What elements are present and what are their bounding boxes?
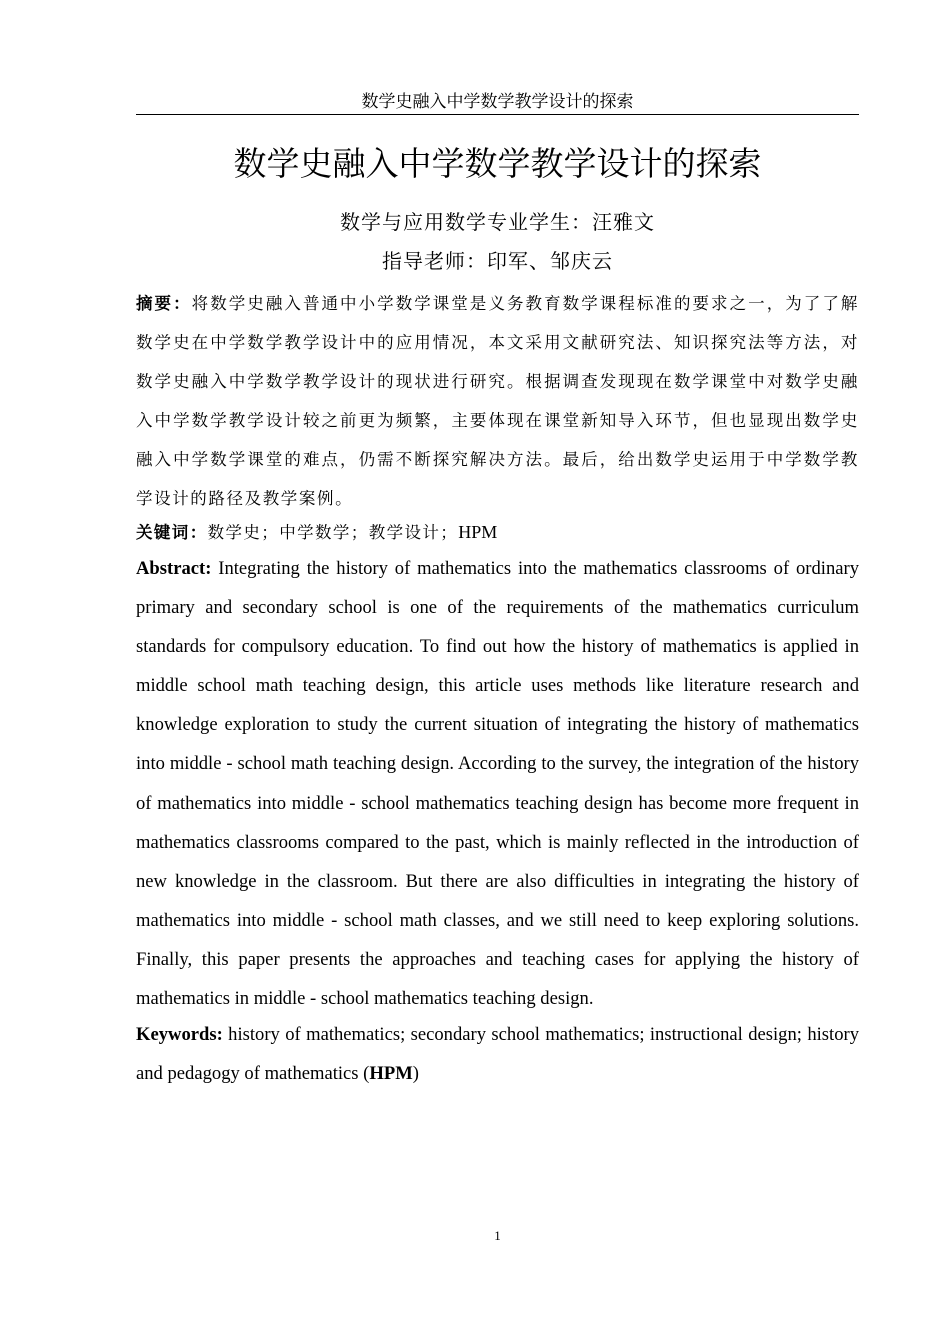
english-keywords-text: history of mathematics; secondary school mathematics; instructional design; history and pedagogy of mathematics ( <box>136 1024 859 1084</box>
chinese-abstract-text: 将数学史融入普通中小学数学课堂是义务教育数学课程标准的要求之一，为了了解数学史在中学数学教学设计中的应用情况，本文采用文献研究法、知识探究法等方法，对数学史融入中学数学教学设计的现状进行研究。根据调查发现现在数学课堂中对数学史融入中学数学教学设计较之前更为频繁，主要体现在课堂新知导入环节，但也显现出数学史融入中学数学课堂的难点，仍需不断探究解决方法。最后，给出数学史运用于中学数学教学设计的路径及教学案例。 <box>136 294 859 508</box>
author-line: 数学与应用数学专业学生：汪雅文 <box>340 210 655 234</box>
english-keywords-hpm: HPM <box>369 1063 413 1084</box>
chinese-abstract <box>136 284 859 518</box>
english-abstract <box>136 549 859 1018</box>
english-abstract-text: Integrating the history of mathematics into the mathematics classrooms of ordinary primary and secondary school is one of the requirements of the mathematics curriculum standards for compulsory education. To find out how the history of mathematics is applied in middle school math teaching design, this article uses methods like literature research and knowledge exploration to study the current situation of integrating the history of mathematics into middle - school math teaching design. According to the survey, the integration of the history of mathematics into middle - school mathematics teaching design has become more frequent in mathematics classrooms compared to the past, which is mainly reflected in the introduction of new knowledge in the classroom. But there are also difficulties in integrating the history of mathematics into middle - school math classes, and we still need to keep exploring solutions. Finally, this paper presents the approaches and teaching cases for applying the history of mathematics in middle - school mathematics teaching design. <box>136 558 859 1010</box>
english-keywords-label: Keywords: <box>136 1024 223 1045</box>
header-rule <box>136 114 859 115</box>
running-header: 数学史融入中学数学教学设计的探索 <box>361 92 634 112</box>
advisor-line: 指导老师：印军、邹庆云 <box>382 249 613 273</box>
chinese-keywords <box>136 514 859 551</box>
chinese-keywords-text: 数学史；中学数学；教学设计； <box>207 523 459 542</box>
page-number: 1 <box>494 1228 501 1243</box>
english-abstract-label: Abstract: <box>136 558 212 579</box>
chinese-keywords-hpm: HPM <box>458 522 498 542</box>
paper-title: 数学史融入中学数学教学设计的探索 <box>233 144 762 183</box>
chinese-keywords-label: 关键词： <box>136 523 208 542</box>
chinese-abstract-label: 摘要： <box>136 294 192 313</box>
english-keywords-close: ) <box>412 1063 419 1084</box>
english-keywords <box>136 1015 859 1093</box>
